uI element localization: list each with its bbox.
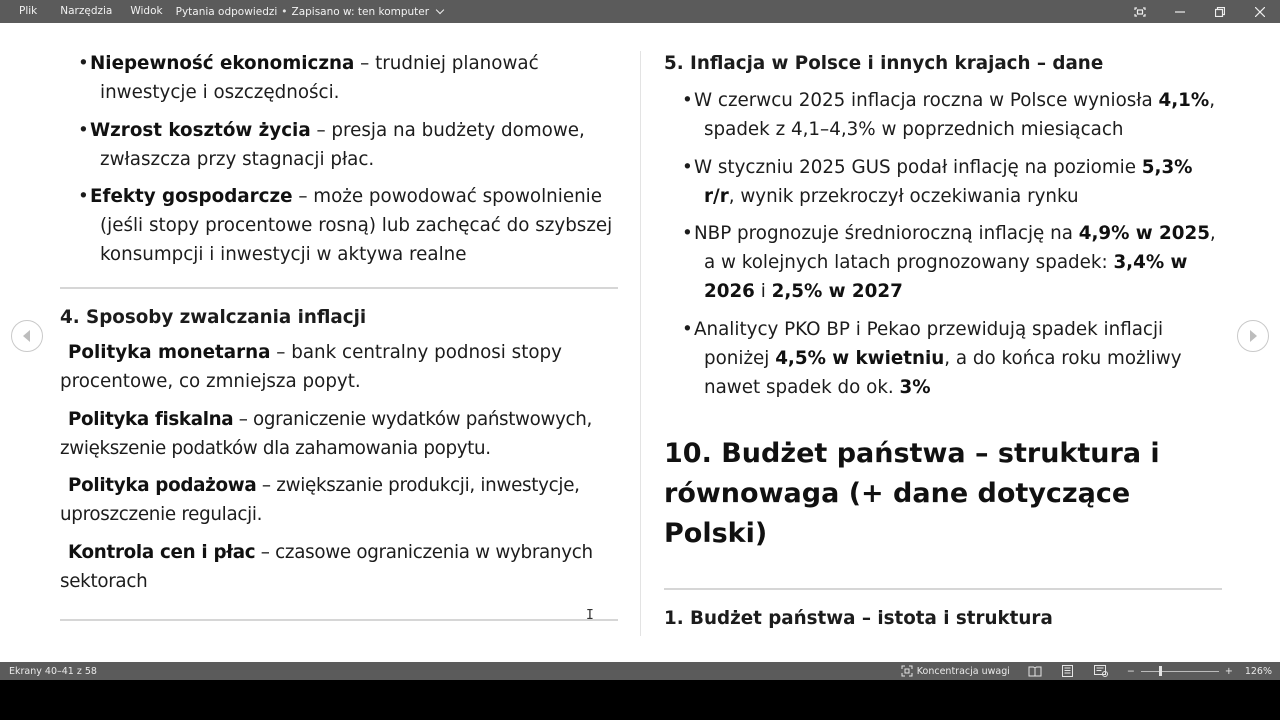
right-column bbox=[664, 49, 1226, 633]
bullet-value: 3% bbox=[899, 376, 931, 398]
bullet-text: , wynik przekroczył oczekiwania rynku bbox=[728, 185, 1079, 207]
menu-bar bbox=[0, 0, 172, 23]
list-item bbox=[60, 116, 620, 174]
bullet-text: , spadek z 4,1–4,3% w poprzednich miesiącach bbox=[704, 90, 1216, 140]
fullscreen-icon bbox=[1134, 7, 1146, 17]
section-heading: 5. Inflacja w Polsce i innych krajach – dane bbox=[664, 53, 1104, 74]
zoom-in-button[interactable]: + bbox=[1224, 665, 1233, 677]
page-counter: Ekrany 40–41 z 58 bbox=[9, 665, 97, 677]
chevron-down-icon bbox=[436, 6, 444, 14]
left-column bbox=[60, 49, 620, 621]
list-item bbox=[60, 49, 620, 107]
paragraph-term: Polityka podażowa bbox=[68, 475, 257, 496]
title-separator: • bbox=[281, 5, 288, 18]
paragraph bbox=[60, 405, 620, 463]
focus-mode-label: Koncentracja uwagi bbox=[916, 665, 1010, 677]
bullet-text: NBP prognozuje średnioroczną inflację na bbox=[694, 223, 1079, 244]
text-cursor-icon: I bbox=[586, 608, 594, 623]
web-layout-icon bbox=[1094, 665, 1108, 677]
list-item bbox=[664, 219, 1226, 306]
save-status: Zapisano w: ten komputer bbox=[291, 5, 430, 18]
paragraph-term: Kontrola cen i płac bbox=[68, 541, 256, 563]
list-item bbox=[664, 315, 1226, 402]
bullet-text: – trudniej planować inwestycje i oszczędności. bbox=[100, 53, 539, 103]
bullet-text: – może powodować spowolnienie (jeśli stopy procentowe rosną) lub zachęcać do szybszej konsumpcji i inwestycji w aktywa realne bbox=[100, 186, 613, 265]
read-mode-button[interactable] bbox=[1028, 665, 1042, 677]
restore-icon bbox=[1215, 7, 1225, 17]
paragraph-term: Polityka monetarna bbox=[68, 342, 271, 363]
bullet-term: Wzrost kosztów życia bbox=[90, 119, 311, 141]
close-button[interactable] bbox=[1240, 0, 1280, 23]
paragraph-text: – zwiększanie produkcji, inwestycje, uproszczenie regulacji. bbox=[60, 475, 580, 525]
next-screen-button[interactable] bbox=[1237, 320, 1269, 352]
book-icon bbox=[1028, 666, 1042, 677]
minimize-icon bbox=[1175, 7, 1185, 17]
bullet-value: 4,5% w kwietniu bbox=[775, 347, 945, 369]
status-bar-right bbox=[901, 662, 1272, 680]
window-controls bbox=[1120, 0, 1280, 23]
subsection-heading: 1. Budżet państwa – istota i struktura bbox=[664, 607, 1053, 629]
page-icon bbox=[1062, 665, 1073, 677]
section-divider bbox=[60, 287, 618, 289]
bullet-text: Analitycy PKO BP i Pekao przewidują spadek inflacji poniżej bbox=[694, 318, 1164, 369]
restore-button[interactable] bbox=[1200, 0, 1240, 23]
reading-view bbox=[0, 23, 1280, 662]
zoom-slider[interactable] bbox=[1127, 666, 1233, 677]
bullet-value: 5,3% r/r bbox=[704, 156, 1193, 207]
bullet-value: 2,5% w 2027 bbox=[771, 281, 903, 302]
bullet-text: i bbox=[754, 281, 772, 302]
chevron-right-icon bbox=[1247, 329, 1259, 343]
bullet-value: 3,4% w 2026 bbox=[704, 252, 1188, 302]
column-divider bbox=[640, 51, 641, 636]
section-divider bbox=[664, 588, 1222, 590]
bullet-term: Niepewność ekonomiczna bbox=[90, 53, 355, 74]
paragraph-text: – czasowe ograniczenia w wybranych sektorach bbox=[60, 541, 593, 592]
list-item bbox=[664, 153, 1226, 211]
status-bar bbox=[0, 662, 1280, 680]
list-item bbox=[664, 86, 1226, 144]
bullet-value: 4,9% w 2025 bbox=[1078, 223, 1210, 244]
title-bar bbox=[0, 0, 1280, 23]
web-layout-button[interactable] bbox=[1094, 665, 1108, 677]
paragraph-text: – ograniczenie wydatków państwowych, zwiększenie podatków dla zahamowania popytu. bbox=[60, 408, 592, 459]
bullet-text: W styczniu 2025 GUS podał inflację na poziomie bbox=[694, 156, 1142, 178]
list-item bbox=[60, 182, 620, 269]
fullscreen-button[interactable] bbox=[1120, 0, 1160, 23]
previous-screen-button[interactable] bbox=[11, 320, 43, 352]
document-title-dropdown[interactable] bbox=[172, 6, 443, 18]
menu-widok[interactable]: Widok bbox=[130, 5, 163, 17]
paragraph bbox=[60, 338, 620, 396]
zoom-thumb[interactable] bbox=[1159, 666, 1162, 676]
menu-plik[interactable]: Plik bbox=[19, 5, 38, 17]
print-layout-button[interactable] bbox=[1061, 665, 1075, 677]
zoom-level[interactable]: 126% bbox=[1244, 665, 1272, 677]
minimize-button[interactable] bbox=[1160, 0, 1200, 23]
paragraph-term: Polityka fiskalna bbox=[68, 408, 234, 430]
black-band bbox=[0, 680, 1280, 720]
section-divider bbox=[60, 619, 618, 621]
bullet-text: – presja na budżety domowe, zwłaszcza przy stagnacji płac. bbox=[100, 119, 585, 170]
close-icon bbox=[1255, 7, 1265, 17]
bullet-term: Efekty gospodarcze bbox=[90, 186, 293, 207]
bullet-value: 4,1% bbox=[1158, 90, 1210, 111]
chevron-left-icon bbox=[21, 329, 33, 343]
zoom-out-button[interactable]: − bbox=[1126, 665, 1135, 677]
menu-narzedzia[interactable]: Narzędzia bbox=[60, 5, 113, 17]
bullet-text: , a w kolejnych latach prognozowany spadek: bbox=[704, 223, 1216, 273]
document-title: Pytania odpowiedzi bbox=[175, 5, 278, 18]
bullet-text: W czerwcu 2025 inflacja roczna w Polsce wyniosła bbox=[694, 90, 1159, 111]
bullet-text: , a do końca roku możliwy nawet spadek do ok. bbox=[704, 347, 1182, 398]
paragraph bbox=[60, 471, 620, 529]
paragraph-text: – bank centralny podnosi stopy procentowe, co zmniejsza popyt. bbox=[60, 342, 562, 392]
chapter-heading: 10. Budżet państwa – struktura i równowaga (+ dane dotyczące Polski) bbox=[664, 437, 1160, 549]
section-heading: 4. Sposoby zwalczania inflacji bbox=[60, 307, 367, 328]
focus-mode-button[interactable] bbox=[901, 665, 1010, 677]
focus-icon bbox=[901, 665, 913, 677]
paragraph bbox=[60, 538, 620, 596]
zoom-track[interactable] bbox=[1141, 671, 1219, 672]
